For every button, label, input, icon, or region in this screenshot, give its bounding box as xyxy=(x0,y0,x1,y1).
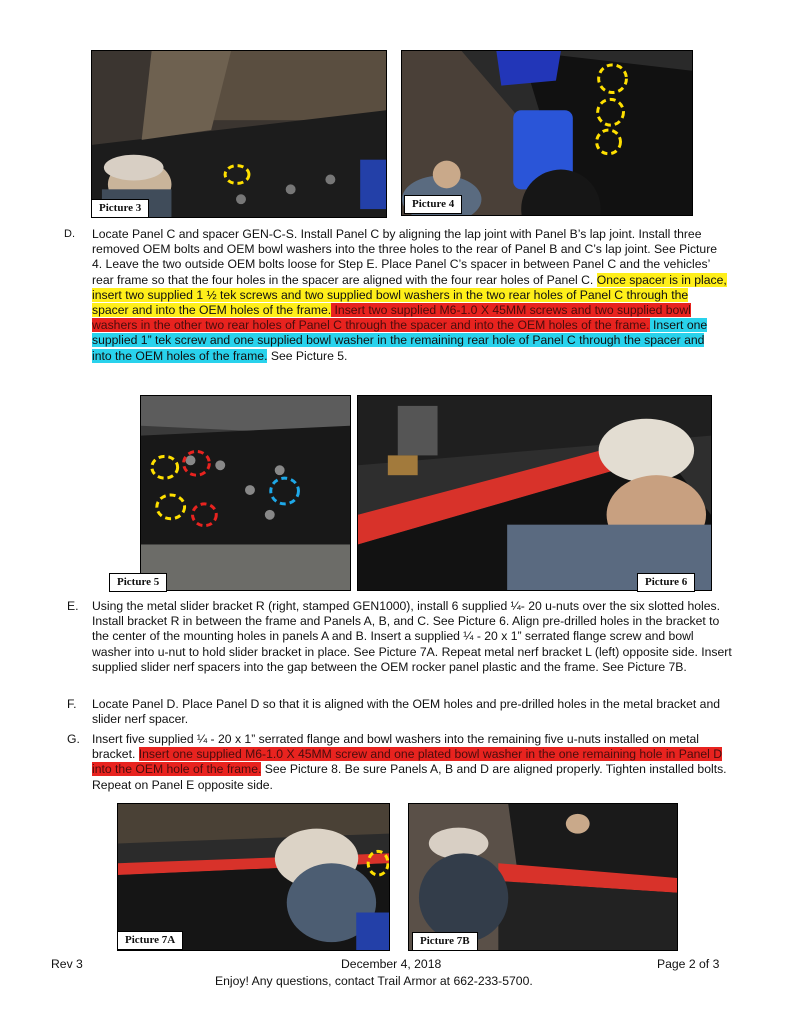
step-g-letter: G. xyxy=(67,732,80,746)
picture-3-photo xyxy=(91,50,387,218)
step-d-cyan-highlight: Insert one supplied 1” tek screw and one supplied bowl washer in the remaining rear hole of Panel C through the spacer and into the OEM holes of the frame. xyxy=(92,318,708,363)
picture-7b-caption: Picture 7B xyxy=(412,932,478,951)
step-g-end: See Picture 8. Be sure Panels A, B and D are aligned properly. Tighten installed bolts. Repeat on Panel E opposite side. xyxy=(92,762,727,792)
picture-4-photo xyxy=(401,50,693,216)
picture-7a-caption: Picture 7A xyxy=(117,931,183,950)
picture-5-photo xyxy=(140,395,351,591)
picture-5-caption: Picture 5 xyxy=(109,573,167,592)
step-e-paragraph: Using the metal slider bracket R (right, stamped GEN1000), install 6 supplied ¼- 20 u-nuts over the six slotted holes. Install bracket R in between the frame and Panels A, B, and C. See Picture 6. Align pre-drilled holes in the bracket to the center of the mounting holes in panels A and B. Insert a supplied ¼ - 20 x 1” serrated flange screw and bowl washer into u-nut to hold slider bracket in place. See Picture 7A. Repeat metal nerf bracket L (left) opposite side. Insert supplied slider nerf spacers into the gap between the OEM rocker panel plastic and the frame. See Picture 7B. xyxy=(92,599,732,674)
step-d-yellow-highlight: Once spacer is in place, insert two supplied 1 ½ tek screws and two supplied bowl washers in the two rear holes of Panel C through the spacer and into the OEM holes of the frame. xyxy=(92,272,727,318)
picture-6-photo xyxy=(357,395,712,591)
picture-7b-photo xyxy=(408,803,678,951)
picture-3-caption: Picture 3 xyxy=(91,199,149,218)
footer-revision: Rev 3 xyxy=(51,957,83,971)
footer-page-number: Page 2 of 3 xyxy=(657,957,720,971)
footer-contact: Enjoy! Any questions, contact Trail Armor at 662-233-5700. xyxy=(215,974,533,988)
footer-date: December 4, 2018 xyxy=(341,957,442,971)
step-g-paragraph xyxy=(92,732,732,793)
picture-7a-photo xyxy=(117,803,390,951)
step-f-paragraph: Locate Panel D. Place Panel D so that it is aligned with the OEM holes and pre-drilled holes in the metal bracket and slider nerf spacer. xyxy=(92,697,721,727)
step-e-letter: E. xyxy=(67,599,79,613)
step-d-red-highlight: Insert two supplied M6-1.0 X 45MM screws and two supplied bowl washers in the other two rear holes of Panel C through the spacer and into the OEM holes of the frame. xyxy=(92,303,691,333)
step-d-end: See Picture 5. xyxy=(267,348,348,363)
step-d-paragraph xyxy=(92,227,727,364)
step-d-text: Locate Panel C and spacer GEN-C-S. Install Panel C by aligning the lap joint with Panel B’s lap joint. Install three removed OEM bolts and OEM bowl washers into the three holes to the rear of Panel B and C’s lap joint. See Picture 4. Leave the two outside OEM bolts loose for Step E. Place Panel C’s spacer in between Panel C and the vehicles’ rear frame so that the four holes in the spacer are aligned with the four rear holes of Panel C. xyxy=(92,227,718,287)
step-d-letter: D. xyxy=(64,228,75,240)
step-f-letter: F. xyxy=(67,697,77,711)
step-g-text: Insert five supplied ¼ - 20 x 1” serrated flange and bowl washers into the remaining five u-nuts installed on metal bracket. xyxy=(92,732,699,762)
picture-4-caption: Picture 4 xyxy=(404,195,462,214)
step-g-red-highlight: Insert one supplied M6-1.0 X 45MM screw and one plated bowl washer in the one remaining hole in Panel D into the OEM hole of the frame. xyxy=(92,747,723,777)
picture-6-caption: Picture 6 xyxy=(637,573,695,592)
